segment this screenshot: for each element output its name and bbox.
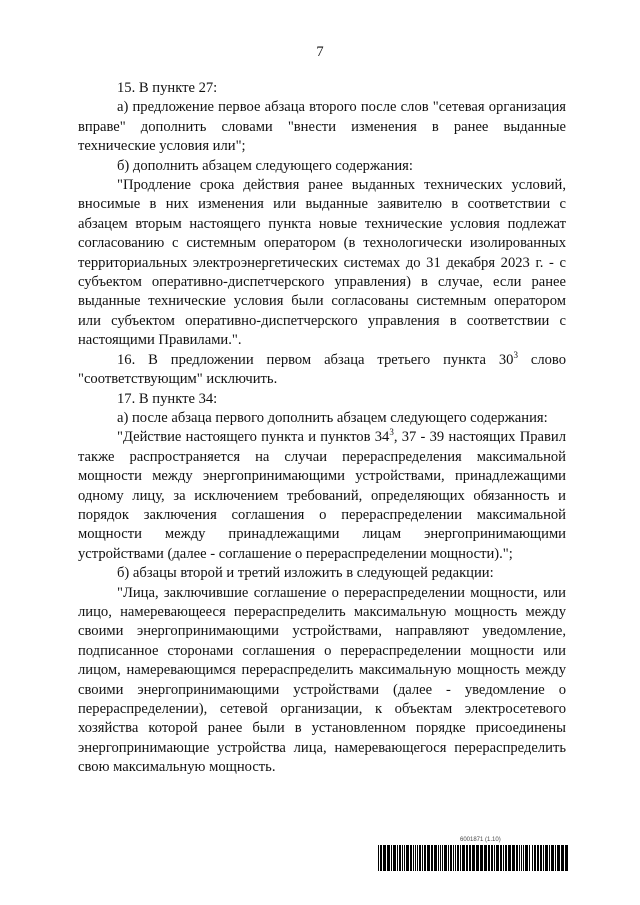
barcode [378, 845, 568, 871]
paragraph: "Продление срока действия ранее выданных технических условий, вносимые в них изменения или выданные заявителю в соответствии с абзацем вторым настоящего пункта новые технические условия подлежат согласованию с системным оператором (в технологически изолированных территориальных электроэнергетических системах до 31 декабря 2023 г. - с субъектом оперативно-диспетчерского управления) в случае, если ранее выданные технические условия были согласованы системным оператором или субъектом оперативно-диспетчерского управления в соответствии с настоящими Правилами.". [78, 177, 566, 349]
paragraph: 17. В пункте 34: [117, 390, 218, 407]
paragraph: б) дополнить абзацем следующего содержания: [117, 157, 413, 174]
document-body [78, 79, 566, 778]
paragraph: "Лица, заключившие соглашение о перераспределении мощности, или лицо, намеревающееся перераспределить максимальную мощность между своими энергопринимающими устройствами, направляют уведомление, подписанное сторонами соглашения о перераспределении мощности или лицом, намеревающимся перераспределить максимальную мощность между своими энергопринимающими устройствами (далее - уведомление о перераспределении), сетевой организации, к объектам электросетевого хозяйства которой ранее были в установленном порядке присоединены энергопринимающие устройства лица, намеревающегося перераспределить свою максимальную мощность. [78, 584, 566, 776]
page-number: 7 [316, 44, 324, 60]
paragraph: а) предложение первое абзаца второго после слов "сетевая организация вправе" дополнить словами "внести изменения в ранее выданные технические условия или"; [78, 99, 566, 155]
paragraph: б) абзацы второй и третий изложить в следующей редакции: [117, 565, 494, 582]
paragraph: "Действие настоящего пункта и пунктов $34^3$, 37 - 39 настоящих Правил также распространяется на случаи перераспределения максимальной мощности между энергопринимающими устройствами, принадлежащими одному лицу, за исключением требований, определяющих обязанность и порядок заключения соглашения о перераспределении максимальной мощности между принадлежащими лицам энергопринимающими устройствами (далее - соглашение о перераспределении мощности)."; [78, 427, 566, 562]
paragraph: 15. В пункте 27: [117, 80, 218, 96]
paragraph: 16. В предложении первом абзаца третьего пункта $30^3$ слово "соответствующим" исключить. [78, 349, 567, 388]
document-code: 6001871 (1.10) [460, 837, 501, 843]
superscript: 3 [513, 349, 518, 360]
superscript: 3 [389, 427, 394, 438]
paragraph: а) после абзаца первого дополнить абзацем следующего содержания: [117, 409, 548, 426]
